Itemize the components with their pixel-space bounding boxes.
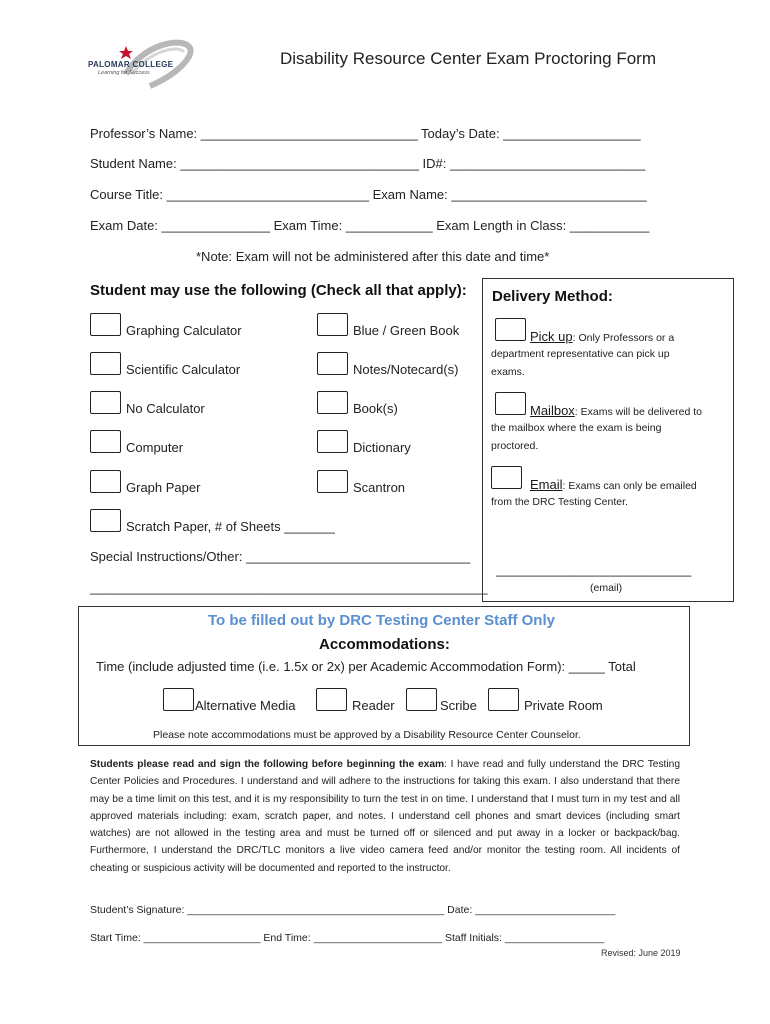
approval-note: Please note accommodations must be approved by a Disability Resource Center Counselor. xyxy=(153,729,581,741)
course-title-field[interactable]: Course Title: ____________________________ Exam Name: ___________________________ xyxy=(90,187,647,202)
signature-field[interactable]: Student’s Signature: ____________________________________________ Date: ________________________ xyxy=(90,904,616,916)
no-calculator-checkbox[interactable] xyxy=(90,391,121,414)
email-caption: (email) xyxy=(590,582,623,594)
books-checkbox[interactable] xyxy=(317,391,348,414)
palomar-college-logo xyxy=(88,34,198,94)
times-field[interactable]: Start Time: ____________________ End Time: ______________________ Staff Initials: _________________ xyxy=(90,932,605,944)
pickup-checkbox[interactable] xyxy=(495,318,526,341)
revised-date: Revised: June 2019 xyxy=(601,948,681,958)
email-text: : Exams can only be emailed xyxy=(562,480,697,492)
scantron-label: Scantron xyxy=(353,480,406,495)
logo-name: PALOMAR COLLEGE xyxy=(88,60,174,69)
student-name-field[interactable]: Student Name: _________________________________ ID#: ___________________________ xyxy=(90,156,646,171)
scientific-calculator-checkbox[interactable] xyxy=(90,352,121,375)
email-text-2: from the DRC Testing Center. xyxy=(491,496,628,508)
scribe-label: Scribe xyxy=(440,698,477,713)
mailbox-option xyxy=(530,403,702,418)
pickup-label: Pick up xyxy=(530,329,573,344)
form-title: Disability Resource Center Exam Proctoring Form xyxy=(280,49,657,68)
adjusted-time-field[interactable]: Time (include adjusted time (i.e. 1.5x or 2x) per Academic Accommodation Form): _____ Total xyxy=(96,659,636,674)
blue-green-book-label: Blue / Green Book xyxy=(353,323,460,338)
scribe-checkbox[interactable] xyxy=(406,688,437,711)
graph-paper-checkbox[interactable] xyxy=(90,470,121,493)
graph-paper-label: Graph Paper xyxy=(126,480,201,495)
special-instructions-field[interactable]: Special Instructions/Other: _______________________________ xyxy=(90,549,471,564)
email-option xyxy=(530,477,697,492)
email-checkbox[interactable] xyxy=(491,466,522,489)
staff-only-title: To be filled out by DRC Testing Center Staff Only xyxy=(208,612,555,629)
books-label: Book(s) xyxy=(353,401,398,416)
exam-date-field[interactable]: Exam Date: _______________ Exam Time: ____________ Exam Length in Class: ___________ xyxy=(90,218,650,233)
private-room-label: Private Room xyxy=(524,698,603,713)
pickup-text-3: exams. xyxy=(491,366,525,378)
pickup-text: : Only Professors or a xyxy=(572,332,675,344)
email-label: Email xyxy=(530,477,563,492)
professor-name-field[interactable]: Professor’s Name: ______________________________ Today’s Date: ___________________ xyxy=(90,126,641,141)
private-room-checkbox[interactable] xyxy=(488,688,519,711)
special-instructions-line-2[interactable]: _______________________________________________________ xyxy=(90,580,488,595)
star-icon xyxy=(119,46,133,59)
scratch-paper-checkbox[interactable] xyxy=(90,509,121,532)
agreement-lead: Students please read and sign the following before beginning the exam xyxy=(90,759,445,770)
mailbox-text-3: proctored. xyxy=(491,440,539,452)
computer-checkbox[interactable] xyxy=(90,430,121,453)
email-address-field[interactable]: ___________________________ xyxy=(496,562,692,577)
notes-notecards-label: Notes/Notecard(s) xyxy=(353,362,459,377)
pickup-option xyxy=(530,329,674,344)
mailbox-text-2: the mailbox where the exam is being xyxy=(491,422,662,434)
scantron-checkbox[interactable] xyxy=(317,470,348,493)
graphing-calculator-checkbox[interactable] xyxy=(90,313,121,336)
pickup-text-2: department representative can pick up xyxy=(491,348,670,360)
mailbox-label: Mailbox xyxy=(530,403,575,418)
blue-green-book-checkbox[interactable] xyxy=(317,313,348,336)
reader-checkbox[interactable] xyxy=(316,688,347,711)
scientific-calculator-label: Scientific Calculator xyxy=(126,362,241,377)
reader-label: Reader xyxy=(352,698,395,713)
mailbox-checkbox[interactable] xyxy=(495,392,526,415)
computer-label: Computer xyxy=(126,440,184,455)
agreement-body: : I have read and fully understand the DRC Testing Center Policies and Procedures. I understand and will adhere to the instructions for taking this exam. I also understand that there may be a time limit on this test, and it is my responsibility to turn the test in on time. I understand that I must turn in my test and all approved materials including: exam, scratch paper, and notes. I understand cell phones and smart devices (including smart watches) are not allowed in the testing area and must be turned off or silenced and put away in a locker or backpack/bag. Furthermore, I understand the DRC/TLC monitors a live video camera feed and/or monitor the testing room. All incidents of cheating or suspicious activity will be documented and reported to the instructor. xyxy=(90,759,680,874)
no-calculator-label: No Calculator xyxy=(126,401,205,416)
agreement-paragraph xyxy=(90,756,680,877)
logo-tagline: Learning for Success xyxy=(98,70,150,76)
alternative-media-checkbox[interactable] xyxy=(163,688,194,711)
dictionary-checkbox[interactable] xyxy=(317,430,348,453)
student-section-title: Student may use the following (Check all that apply): xyxy=(90,282,467,299)
graphing-calculator-label: Graphing Calculator xyxy=(126,323,242,338)
notes-notecards-checkbox[interactable] xyxy=(317,352,348,375)
mailbox-text: : Exams will be delivered to xyxy=(574,406,703,418)
alternative-media-label: Alternative Media xyxy=(195,698,296,713)
dictionary-label: Dictionary xyxy=(353,440,411,455)
exam-note: *Note: Exam will not be administered after this date and time* xyxy=(196,249,550,264)
accommodations-title: Accommodations: xyxy=(319,636,450,653)
delivery-method-title: Delivery Method: xyxy=(492,288,613,305)
scratch-paper-label: Scratch Paper, # of Sheets _______ xyxy=(126,519,335,534)
